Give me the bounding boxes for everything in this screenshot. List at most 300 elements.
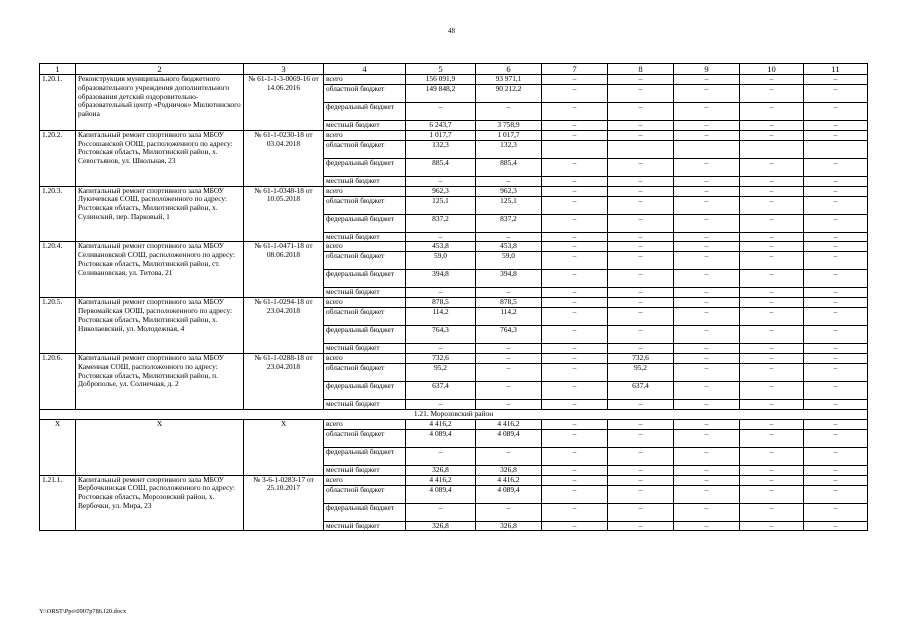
amount-cell: – [542, 447, 608, 465]
amount-cell: – [674, 353, 740, 363]
amount-cell: – [406, 288, 476, 298]
amount-cell: – [804, 475, 868, 485]
funding-source: всего [324, 242, 406, 252]
amount-cell: – [740, 503, 804, 521]
amount-cell: – [674, 288, 740, 298]
funding-source: федеральный бюджет [324, 381, 406, 399]
amount-cell: – [740, 447, 804, 465]
funding-source: местный бюджет [324, 176, 406, 186]
amount-cell: – [608, 344, 674, 354]
amount-cell: – [674, 242, 740, 252]
amount-cell: – [476, 381, 542, 399]
x-mark: Х [40, 419, 76, 475]
amount-cell: – [542, 326, 608, 344]
amount-cell: – [740, 232, 804, 242]
amount-cell: – [542, 298, 608, 308]
amount-cell: 326,8 [476, 521, 542, 531]
amount-cell: – [674, 214, 740, 232]
amount-cell: – [804, 103, 868, 121]
item-number: 1.20.6. [40, 353, 76, 409]
amount-cell: – [804, 447, 868, 465]
amount-cell: – [804, 242, 868, 252]
item-number: 1.20.2. [40, 130, 76, 186]
amount-cell: – [476, 503, 542, 521]
amount-cell: – [608, 158, 674, 176]
amount-cell: 4 416,2 [406, 475, 476, 485]
funding-source: местный бюджет [324, 121, 406, 131]
amount-cell: 95,2 [608, 363, 674, 381]
amount-cell: – [406, 447, 476, 465]
amount-cell: – [804, 232, 868, 242]
amount-cell: – [740, 270, 804, 288]
amount-cell: – [674, 399, 740, 409]
document-number: № 61-1-1-3-0069-16 от 14.06.2016 [244, 75, 324, 131]
funding-source: областной бюджет [324, 140, 406, 158]
amount-cell [740, 140, 804, 158]
amount-cell: – [674, 381, 740, 399]
amount-cell: – [542, 419, 608, 429]
amount-cell: – [804, 353, 868, 363]
column-number: 7 [542, 64, 608, 75]
amount-cell: – [674, 196, 740, 214]
amount-cell: – [542, 252, 608, 270]
x-mark: Х [244, 419, 324, 475]
amount-cell: 764,3 [476, 326, 542, 344]
amount-cell: – [406, 103, 476, 121]
amount-cell: – [804, 465, 868, 475]
amount-cell: – [674, 270, 740, 288]
amount-cell: – [674, 103, 740, 121]
amount-cell: 4 416,2 [476, 475, 542, 485]
document-number: № 61-1-0471-18 от 08.06.2018 [244, 242, 324, 298]
amount-cell: – [608, 521, 674, 531]
amount-cell: – [608, 103, 674, 121]
amount-cell: – [740, 344, 804, 354]
amount-cell: – [542, 214, 608, 232]
amount-cell: – [674, 85, 740, 103]
amount-cell: – [674, 475, 740, 485]
amount-cell: – [542, 381, 608, 399]
amount-cell: – [740, 186, 804, 196]
amount-cell: – [608, 288, 674, 298]
amount-cell: – [804, 381, 868, 399]
funding-source: всего [324, 298, 406, 308]
amount-cell: 4 089,4 [406, 485, 476, 503]
column-number: 10 [740, 64, 804, 75]
funding-source: местный бюджет [324, 465, 406, 475]
funding-source: областной бюджет [324, 85, 406, 103]
amount-cell: 3 758,9 [476, 121, 542, 131]
amount-cell: – [804, 75, 868, 85]
amount-cell: – [608, 447, 674, 465]
amount-cell: – [674, 252, 740, 270]
amount-cell: 4 089,4 [476, 429, 542, 447]
amount-cell: – [740, 214, 804, 232]
amount-cell: – [608, 308, 674, 326]
amount-cell: – [542, 475, 608, 485]
amount-cell: – [674, 429, 740, 447]
document-number: № 61-1-0348-18 от 10.05.2018 [244, 186, 324, 242]
amount-cell: – [674, 326, 740, 344]
funding-source: областной бюджет [324, 308, 406, 326]
amount-cell: – [608, 429, 674, 447]
amount-cell [608, 140, 674, 158]
amount-cell: – [740, 121, 804, 131]
amount-cell: 95,2 [406, 363, 476, 381]
amount-cell: – [542, 308, 608, 326]
amount-cell: – [804, 298, 868, 308]
amount-cell: – [804, 252, 868, 270]
amount-cell: – [542, 429, 608, 447]
document-number: № 61-1-0288-18 от 23.04.2018 [244, 353, 324, 409]
amount-cell: – [406, 344, 476, 354]
amount-cell: – [804, 503, 868, 521]
amount-cell: – [740, 298, 804, 308]
amount-cell: – [804, 399, 868, 409]
amount-cell: – [542, 270, 608, 288]
amount-cell: – [740, 326, 804, 344]
amount-cell: 59,0 [406, 252, 476, 270]
column-number: 9 [674, 64, 740, 75]
amount-cell: – [740, 419, 804, 429]
amount-cell: – [740, 399, 804, 409]
amount-cell: 93 971,1 [476, 75, 542, 85]
amount-cell: – [740, 158, 804, 176]
object-name: Капитальный ремонт спортивного зала МБОУ Первомайская ООШ, расположенного по адресу: Ростовская область, Милютинский район, х. Николаевский, ул. Молодежная, 4 [76, 298, 244, 354]
amount-cell: 132,3 [476, 140, 542, 158]
amount-cell: – [608, 121, 674, 131]
budget-row [40, 353, 868, 363]
amount-cell: – [740, 381, 804, 399]
amount-cell: – [542, 186, 608, 196]
funding-source: федеральный бюджет [324, 326, 406, 344]
funding-source: федеральный бюджет [324, 503, 406, 521]
section-row [40, 409, 868, 419]
amount-cell: – [608, 270, 674, 288]
amount-cell: – [608, 475, 674, 485]
item-number: 1.20.5. [40, 298, 76, 354]
amount-cell: 326,8 [476, 465, 542, 475]
amount-cell: – [740, 103, 804, 121]
item-number: 1.20.3. [40, 186, 76, 242]
amount-cell: – [740, 252, 804, 270]
amount-cell: – [804, 158, 868, 176]
amount-cell: – [608, 130, 674, 140]
amount-cell: – [542, 75, 608, 85]
amount-cell: 114,2 [476, 308, 542, 326]
funding-source: всего [324, 186, 406, 196]
item-number: 1.20.1. [40, 75, 76, 131]
amount-cell: – [804, 288, 868, 298]
funding-source: федеральный бюджет [324, 103, 406, 121]
item-number: 1.20.4. [40, 242, 76, 298]
funding-source: всего [324, 353, 406, 363]
amount-cell: – [804, 121, 868, 131]
amount-cell: – [608, 465, 674, 475]
amount-cell: – [542, 399, 608, 409]
amount-cell: – [740, 75, 804, 85]
amount-cell: 125,1 [476, 196, 542, 214]
amount-cell: 732,6 [406, 353, 476, 363]
amount-cell [674, 140, 740, 158]
x-mark: Х [76, 419, 244, 475]
amount-cell: – [608, 75, 674, 85]
amount-cell: – [542, 196, 608, 214]
funding-source: местный бюджет [324, 344, 406, 354]
amount-cell: 878,5 [406, 298, 476, 308]
amount-cell: – [804, 196, 868, 214]
budget-row [40, 419, 868, 429]
amount-cell: 637,4 [406, 381, 476, 399]
amount-cell: – [674, 521, 740, 531]
funding-source: областной бюджет [324, 363, 406, 381]
amount-cell: – [804, 308, 868, 326]
budget-row [40, 475, 868, 485]
amount-cell: – [674, 308, 740, 326]
amount-cell: – [476, 232, 542, 242]
funding-source: областной бюджет [324, 485, 406, 503]
amount-cell: – [674, 298, 740, 308]
amount-cell: – [608, 326, 674, 344]
amount-cell: – [476, 363, 542, 381]
amount-cell: – [674, 344, 740, 354]
amount-cell: – [542, 344, 608, 354]
amount-cell: 764,3 [406, 326, 476, 344]
column-number: 11 [804, 64, 868, 75]
amount-cell: 1 017,7 [406, 130, 476, 140]
object-name: Капитальный ремонт спортивного зала МБОУ Вербочкинская СОШ, расположенного по адресу: Ростовская область, Морозовский район, х. Вербочки, ул. Мира, 23 [76, 475, 244, 531]
funding-source: местный бюджет [324, 288, 406, 298]
amount-cell: – [608, 252, 674, 270]
column-number: 6 [476, 64, 542, 75]
amount-cell: 885,4 [476, 158, 542, 176]
section-title: 1.21. Морозовский район [40, 409, 868, 419]
object-name: Капитальный ремонт спортивного зала МБОУ Россошанской ООШ, расположенного по адресу: Ростовская область, Милютинский район, х. Севостьянов, ул. Школьная, 23 [76, 130, 244, 186]
object-name: Реконструкция муниципального бюджетного образовательного учреждения дополнительного образования детский оздоровительно-образовательный центр «Родничок» Милютинского района [76, 75, 244, 131]
amount-cell: – [740, 308, 804, 326]
budget-row [40, 130, 868, 140]
amount-cell: – [476, 103, 542, 121]
amount-cell: – [674, 121, 740, 131]
amount-cell: – [542, 130, 608, 140]
amount-cell: – [804, 344, 868, 354]
funding-source: всего [324, 419, 406, 429]
page-number: 48 [448, 27, 455, 35]
amount-cell: – [804, 363, 868, 381]
amount-cell: 885,4 [406, 158, 476, 176]
amount-cell: – [406, 399, 476, 409]
amount-cell: 4 089,4 [476, 485, 542, 503]
amount-cell: – [476, 344, 542, 354]
amount-cell: – [406, 176, 476, 186]
amount-cell: – [608, 298, 674, 308]
amount-cell: – [740, 485, 804, 503]
amount-cell: – [674, 465, 740, 475]
funding-source: областной бюджет [324, 252, 406, 270]
amount-cell: – [804, 130, 868, 140]
amount-cell: 837,2 [406, 214, 476, 232]
amount-cell: – [476, 399, 542, 409]
amount-cell: 4 416,2 [476, 419, 542, 429]
amount-cell: 878,5 [476, 298, 542, 308]
amount-cell: – [608, 242, 674, 252]
funding-source: федеральный бюджет [324, 447, 406, 465]
amount-cell: 453,8 [406, 242, 476, 252]
amount-cell: – [674, 485, 740, 503]
amount-cell: 837,2 [476, 214, 542, 232]
column-number: 4 [324, 64, 406, 75]
budget-row [40, 242, 868, 252]
amount-cell: – [740, 521, 804, 531]
amount-cell: – [608, 232, 674, 242]
amount-cell: – [542, 353, 608, 363]
funding-source: местный бюджет [324, 232, 406, 242]
amount-cell: 962,3 [406, 186, 476, 196]
amount-cell: – [542, 85, 608, 103]
amount-cell: 6 243,7 [406, 121, 476, 131]
funding-source: областной бюджет [324, 429, 406, 447]
column-number: 3 [244, 64, 324, 75]
amount-cell: 59,0 [476, 252, 542, 270]
funding-source: федеральный бюджет [324, 158, 406, 176]
amount-cell: – [476, 447, 542, 465]
column-number: 5 [406, 64, 476, 75]
amount-cell: – [608, 399, 674, 409]
amount-cell: – [740, 475, 804, 485]
amount-cell: 962,3 [476, 186, 542, 196]
document-number: № 3-6-1-0283-17 от 25.10.2017 [244, 475, 324, 531]
amount-cell: – [674, 232, 740, 242]
amount-cell: – [542, 242, 608, 252]
amount-cell: – [804, 485, 868, 503]
amount-cell: – [542, 521, 608, 531]
amount-cell: – [608, 196, 674, 214]
funding-source: областной бюджет [324, 196, 406, 214]
amount-cell: – [476, 353, 542, 363]
amount-cell: 637,4 [608, 381, 674, 399]
object-name: Капитальный ремонт спортивного зала МБОУ Лукичевская СОШ, расположенного по адресу: Ростовская область, Милютинский район, х. Сулинский, пер. Парковый, 1 [76, 186, 244, 242]
amount-cell: – [542, 465, 608, 475]
amount-cell: – [674, 75, 740, 85]
funding-source: всего [324, 130, 406, 140]
amount-cell: – [804, 186, 868, 196]
amount-cell: – [542, 121, 608, 131]
amount-cell: – [740, 465, 804, 475]
funding-source: всего [324, 75, 406, 85]
amount-cell: – [740, 363, 804, 381]
funding-source: федеральный бюджет [324, 214, 406, 232]
amount-cell: 394,8 [476, 270, 542, 288]
amount-cell: – [476, 288, 542, 298]
amount-cell: 1 017,7 [476, 130, 542, 140]
file-path-footer: Y:\ORST\Ppo\0907p786.f20.docx [39, 608, 127, 615]
amount-cell: – [476, 176, 542, 186]
amount-cell: 90 212,2 [476, 85, 542, 103]
amount-cell: 149 848,2 [406, 85, 476, 103]
amount-cell: – [804, 85, 868, 103]
amount-cell: – [740, 130, 804, 140]
funding-source: федеральный бюджет [324, 270, 406, 288]
amount-cell: – [542, 503, 608, 521]
amount-cell: 156 091,9 [406, 75, 476, 85]
amount-cell: 326,8 [406, 521, 476, 531]
amount-cell: – [674, 186, 740, 196]
amount-cell: 4 089,4 [406, 429, 476, 447]
amount-cell: – [608, 419, 674, 429]
amount-cell [804, 140, 868, 158]
amount-cell: – [674, 419, 740, 429]
document-number: № 61-1-0294-18 от 23.04.2018 [244, 298, 324, 354]
amount-cell: – [804, 419, 868, 429]
amount-cell: 125,1 [406, 196, 476, 214]
amount-cell: – [674, 176, 740, 186]
amount-cell: 732,6 [608, 353, 674, 363]
amount-cell: – [804, 521, 868, 531]
amount-cell: – [740, 176, 804, 186]
amount-cell: – [608, 503, 674, 521]
column-number: 2 [76, 64, 244, 75]
amount-cell: – [542, 485, 608, 503]
funding-source: местный бюджет [324, 399, 406, 409]
amount-cell: – [740, 196, 804, 214]
column-number: 1 [40, 64, 76, 75]
funding-source: местный бюджет [324, 521, 406, 531]
amount-cell: – [740, 353, 804, 363]
amount-cell: 394,8 [406, 270, 476, 288]
amount-cell: – [804, 176, 868, 186]
budget-table [39, 63, 868, 531]
header-row [40, 64, 868, 75]
amount-cell: 4 416,2 [406, 419, 476, 429]
amount-cell: – [674, 447, 740, 465]
amount-cell: – [804, 270, 868, 288]
budget-row [40, 75, 868, 85]
amount-cell: – [542, 103, 608, 121]
object-name: Капитальный ремонт спортивного зала МБОУ Каменная СОШ, расположенного по адресу: Ростовская область, Милютинский район, п. Доброполье, ул. Солнечная, д. 2 [76, 353, 244, 409]
amount-cell: 453,8 [476, 242, 542, 252]
object-name: Капитальный ремонт спортивного зала МБОУ Селивановской СОШ, расположенного по адресу: Ростовская область, Милютинский район, ст. Селивановская, ул. Титова, 21 [76, 242, 244, 298]
budget-row [40, 298, 868, 308]
amount-cell: – [740, 242, 804, 252]
amount-cell: – [608, 186, 674, 196]
amount-cell: – [608, 85, 674, 103]
column-number: 8 [608, 64, 674, 75]
amount-cell: – [804, 326, 868, 344]
amount-cell: – [542, 232, 608, 242]
amount-cell [542, 140, 608, 158]
amount-cell: – [608, 485, 674, 503]
amount-cell: – [674, 130, 740, 140]
amount-cell: – [608, 214, 674, 232]
amount-cell: – [542, 363, 608, 381]
budget-row [40, 186, 868, 196]
amount-cell: – [804, 214, 868, 232]
amount-cell: – [740, 85, 804, 103]
amount-cell: – [674, 363, 740, 381]
document-number: № 61-1-0230-18 от 03.04.2018 [244, 130, 324, 186]
amount-cell: – [674, 158, 740, 176]
amount-cell: – [740, 288, 804, 298]
amount-cell: – [406, 503, 476, 521]
amount-cell: – [804, 429, 868, 447]
amount-cell: 326,8 [406, 465, 476, 475]
item-number: 1.21.1. [40, 475, 76, 531]
amount-cell: – [674, 503, 740, 521]
funding-source: всего [324, 475, 406, 485]
amount-cell: 114,2 [406, 308, 476, 326]
amount-cell: – [740, 429, 804, 447]
amount-cell: – [608, 176, 674, 186]
